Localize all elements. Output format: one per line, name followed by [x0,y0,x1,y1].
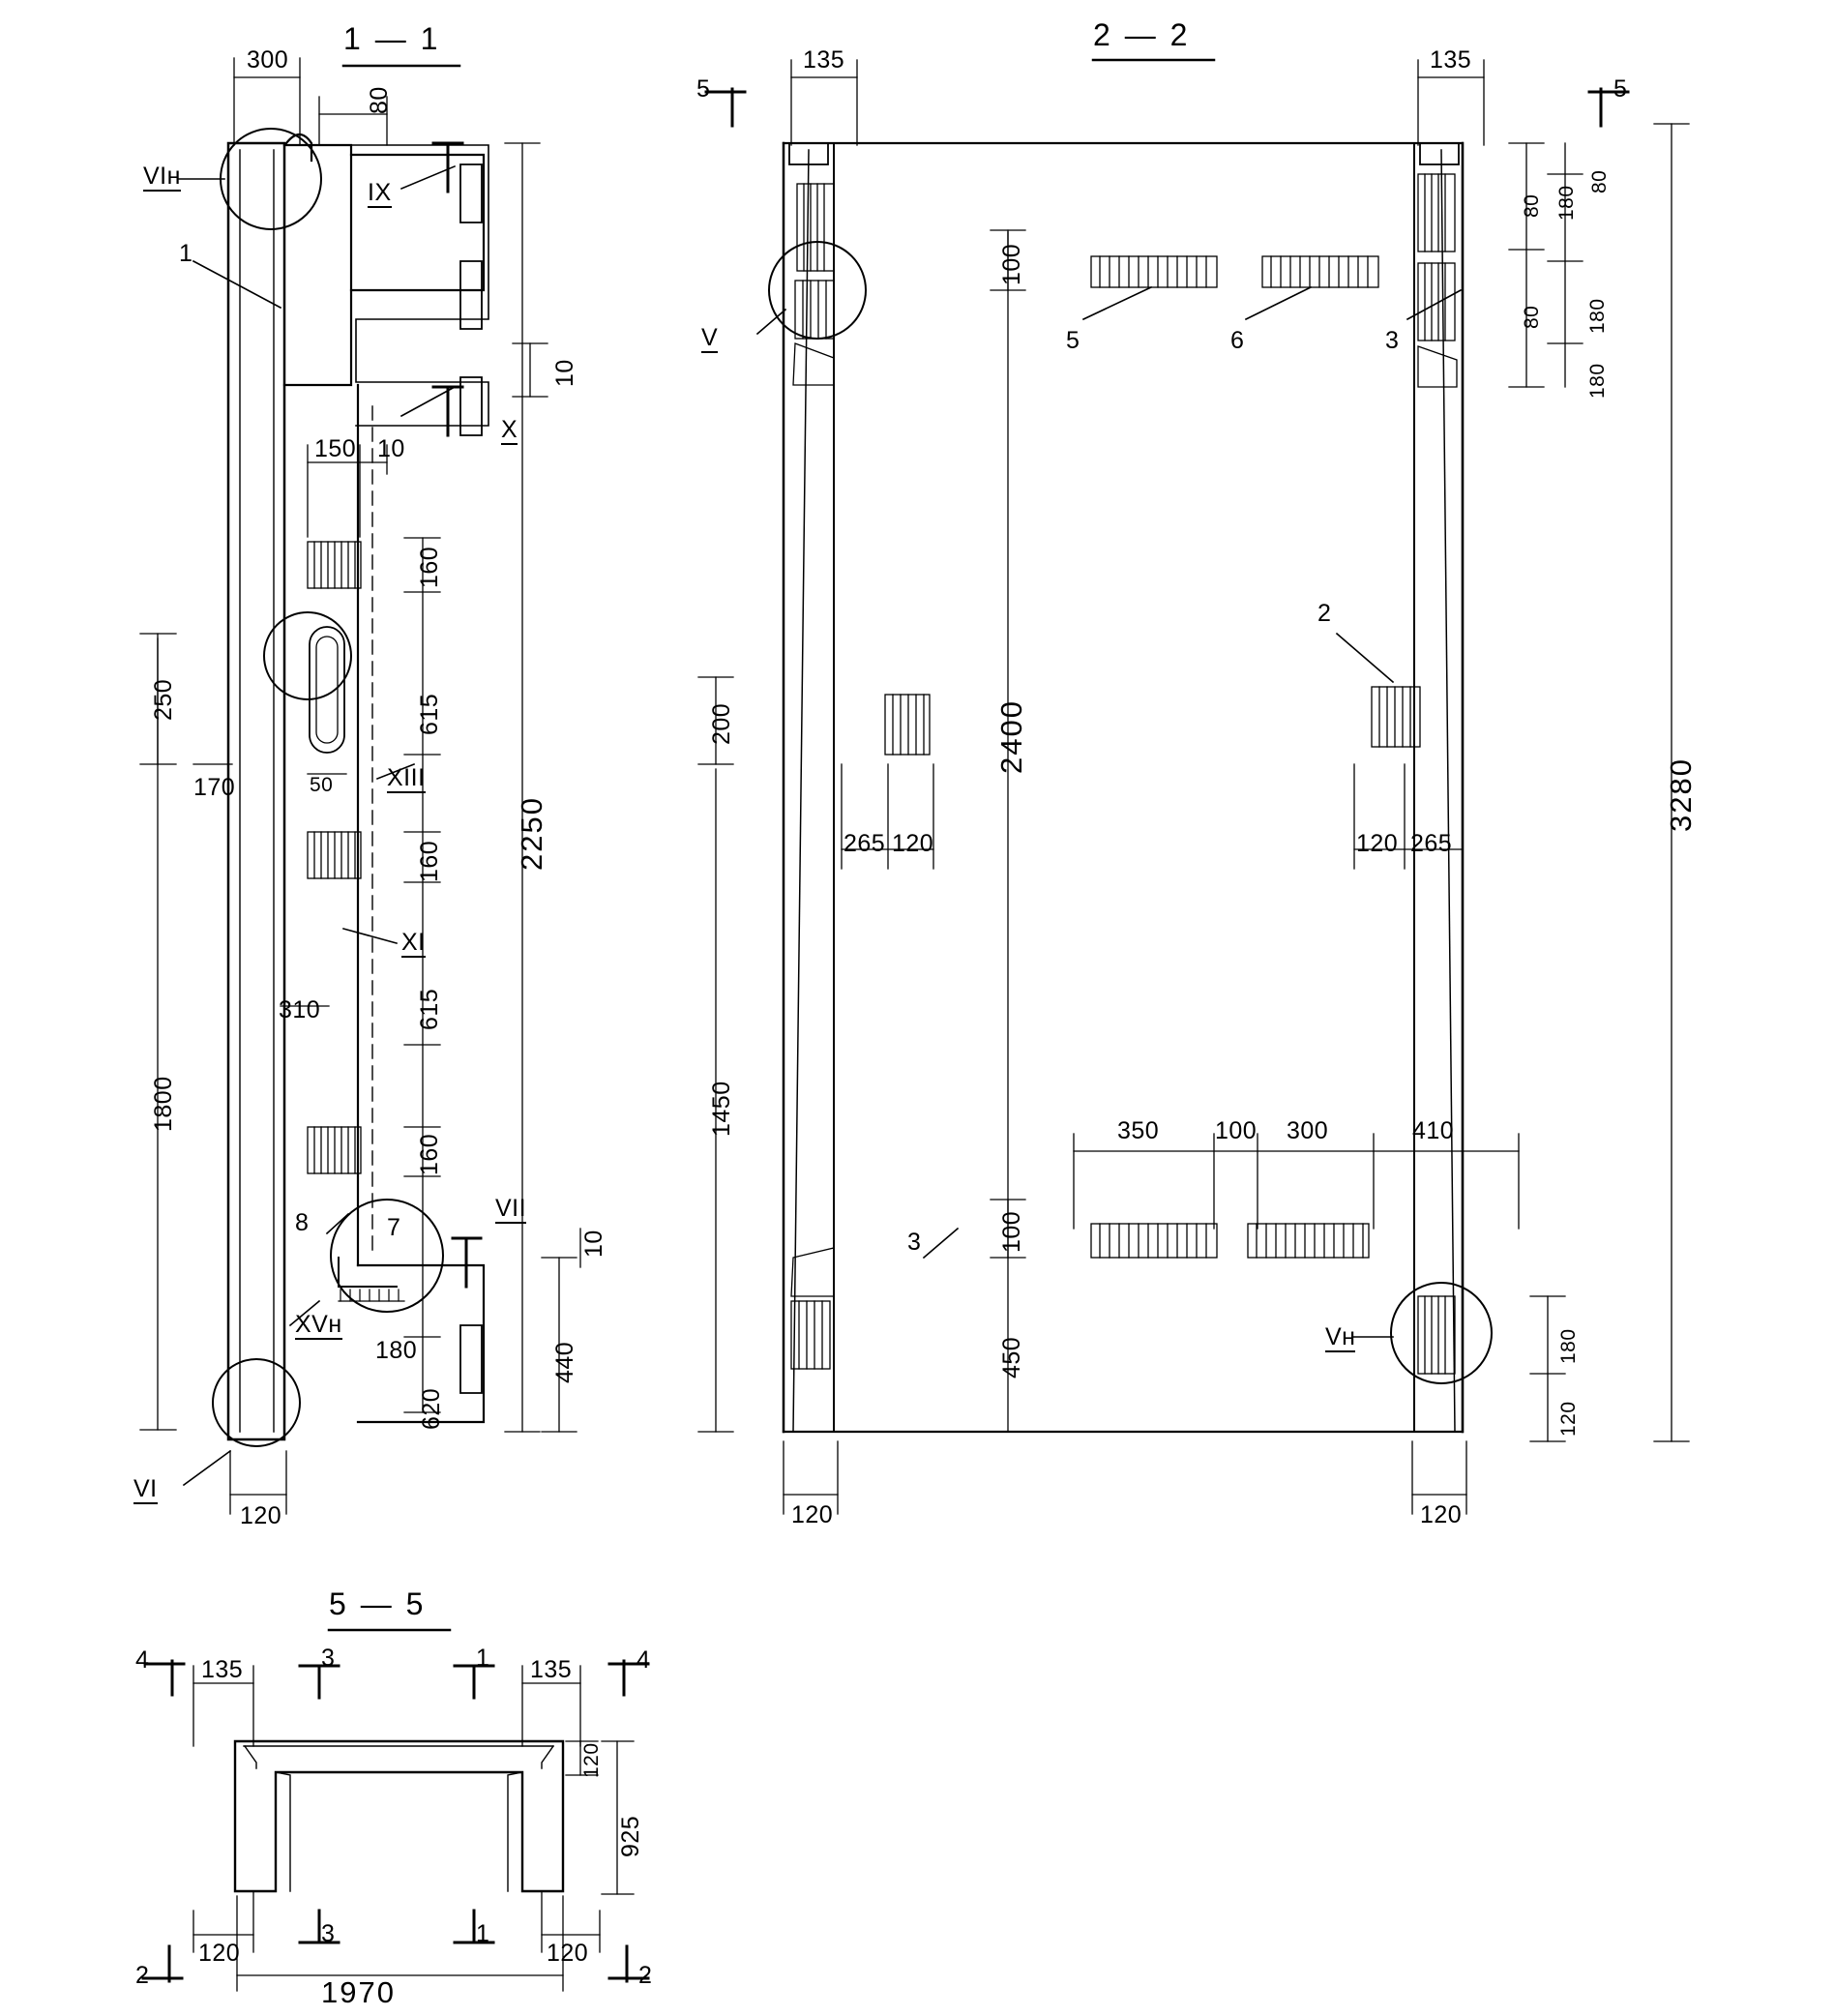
dim-5-5-925: 925 [617,1815,644,1857]
dim-1-1-120: 120 [240,1502,282,1529]
dim-5-5-120-bottom-right: 120 [547,1940,589,1967]
section-mark-1-top: 1 [476,1645,490,1672]
dim-2-2-120-right: 120 [1356,830,1399,857]
dim-1-1-615-a: 615 [416,693,443,735]
dim-5-5-1970: 1970 [321,1975,396,2009]
callout-7: 7 [387,1214,401,1241]
detail-mark-XVn: XVн [295,1311,342,1338]
dim-1-1-250: 250 [150,678,177,721]
section-mark-4-right: 4 [636,1646,651,1674]
callout-5: 5 [1066,327,1080,354]
dim-1-1-620: 620 [418,1387,445,1430]
dim-1-1-10-bottom: 10 [580,1230,607,1258]
dim-1-1-615-b: 615 [416,988,443,1030]
callout-2: 2 [1317,600,1332,627]
dim-2-2-120-bottom-left: 120 [791,1501,834,1528]
detail-mark-XIII: XIII [387,764,426,791]
dim-2-2-410: 410 [1412,1117,1455,1144]
dim-2-2-120-bottom-right: 120 [1420,1501,1463,1528]
dim-1-1-300: 300 [247,46,289,74]
dim-2-2-120-left: 120 [892,830,934,857]
detail-mark-XI: XI [401,929,426,956]
section-mark-5-right: 5 [1613,75,1628,103]
dim-2-2-80-b: 80 [1521,193,1543,218]
dim-2-2-265-left: 265 [844,830,886,857]
dim-2-2-135-right: 135 [1430,46,1472,74]
dim-1-1-10-top: 10 [551,359,578,387]
dim-5-5-135-right: 135 [530,1656,573,1683]
detail-mark-V: V [701,324,719,351]
title-section-1-1: 1 — 1 [343,21,441,56]
dim-1-1-2250: 2250 [515,796,548,871]
dim-2-2-100-bottom: 100 [998,1210,1025,1253]
section-mark-3-top: 3 [321,1645,336,1672]
dim-2-2-180-d: 180 [1557,1328,1580,1364]
detail-mark-VIn: VIн [143,163,181,190]
dim-1-1-180: 180 [375,1337,418,1364]
title-section-5-5: 5 — 5 [329,1586,427,1621]
callout-1: 1 [179,240,193,267]
dim-2-2-135-left: 135 [803,46,845,74]
dim-1-1-10-mid: 10 [377,435,405,462]
dim-1-1-1800: 1800 [150,1076,177,1132]
callout-6: 6 [1230,327,1245,354]
dim-2-2-1450: 1450 [708,1081,735,1137]
dim-2-2-300: 300 [1287,1117,1329,1144]
dim-2-2-120-r: 120 [1557,1401,1580,1437]
dim-5-5-135-left: 135 [201,1656,244,1683]
dim-2-2-3280: 3280 [1664,757,1698,832]
callout-3-top: 3 [1385,327,1400,354]
dim-2-2-100-chain: 100 [1215,1117,1258,1144]
detail-mark-X: X [501,416,518,443]
section-mark-5-left: 5 [696,75,711,103]
dim-2-2-265-right: 265 [1410,830,1453,857]
section-mark-1-bottom: 1 [476,1920,490,1947]
dim-2-2-200: 200 [708,702,735,745]
dim-2-2-80-a: 80 [1588,169,1611,193]
dim-2-2-100-top: 100 [998,243,1025,285]
dim-1-1-160-c: 160 [416,1133,443,1175]
dim-2-2-350: 350 [1117,1117,1160,1144]
dim-2-2-180-a: 180 [1555,185,1578,221]
title-section-2-2: 2 — 2 [1093,17,1191,52]
section-mark-3-bottom: 3 [321,1920,336,1947]
section-mark-2-right: 2 [638,1962,653,1989]
dim-2-2-450: 450 [998,1336,1025,1379]
dim-1-1-310: 310 [279,996,321,1023]
dim-5-5-120-right: 120 [580,1742,603,1778]
detail-mark-IX: IX [368,179,392,206]
dim-1-1-160-b: 160 [416,840,443,882]
detail-mark-Vn: Vн [1325,1323,1356,1350]
detail-mark-VII: VII [495,1195,527,1222]
dim-2-2-180-b: 180 [1586,298,1609,334]
dim-1-1-50: 50 [310,774,334,796]
callout-3-bottom: 3 [907,1229,922,1256]
dim-1-1-170: 170 [193,774,236,801]
dim-2-2-180-c: 180 [1586,363,1609,399]
dim-2-2-80-c: 80 [1521,305,1543,329]
dim-1-1-80: 80 [366,86,393,114]
callout-8: 8 [295,1209,310,1236]
detail-mark-VI: VI [133,1475,158,1502]
dim-2-2-2400: 2400 [994,699,1028,774]
section-mark-2-left: 2 [135,1962,150,1989]
dim-1-1-440: 440 [551,1341,578,1383]
dim-1-1-150: 150 [314,435,357,462]
section-mark-4-left: 4 [135,1646,150,1674]
dim-5-5-120-bottom-left: 120 [198,1940,241,1967]
dim-1-1-160-a: 160 [416,546,443,588]
